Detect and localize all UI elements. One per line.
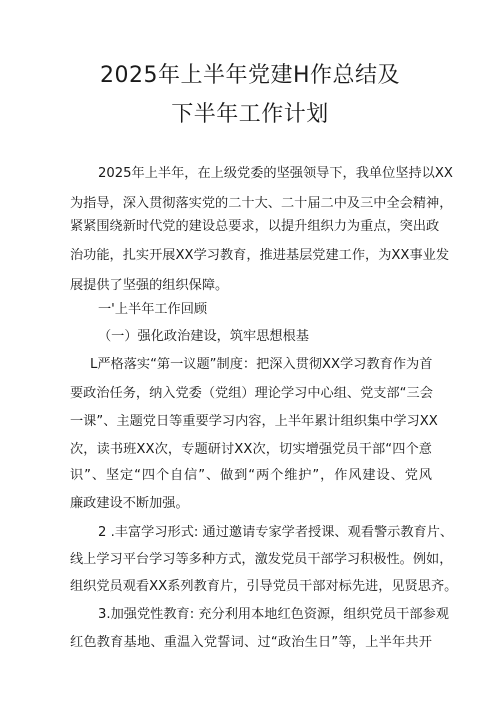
section-heading: 一'上半年工作回顾 [98, 302, 208, 317]
paragraph-line: 2025年上半年，在上级党委的坚强领导下，我单位坚持以XX [98, 166, 453, 181]
subsection-heading: （一）强化政治建设，筑牢思想根基 [98, 329, 309, 344]
paragraph-line: 3.加强党性教育: 充分利用本地红色资源，组织党员干部参观 [98, 607, 449, 622]
paragraph-line: 为指导，深入贯彻落实党的二十大、二十届二中及三中全会精神， [70, 196, 453, 211]
paragraph-line: 组织党员观看XX系列教育片，引导党员干部对标先进，见贤思齐。 [70, 579, 458, 594]
document-title-line1: 2025年上半年党建H作总结及 [99, 63, 401, 88]
paragraph-line: 治功能，扎实开展XX学习教育，推进基层党建工作，为XX事业发 [70, 248, 450, 263]
paragraph-line: 线上学习平台学习等多种方式，激发党员干部学习积极性。例如， [70, 552, 453, 567]
paragraph-line: 2 .丰富学习形式: 通过邀请专家学者授课、观看警示教育片、 [98, 525, 454, 540]
paragraph-line: 廉政建设不断加强。 [70, 496, 189, 511]
paragraph-line: 次，读书班XX次，专题研讨XX次，切实增强党员干部“四个意 [70, 442, 432, 457]
paragraph-line: 紧紧围绕新时代党的建设总要求，以提升组织力为重点，突出政 [70, 219, 440, 234]
paragraph-line: 识”、坚定“四个自信”、做到“两个维护”，作风建设、党风 [70, 468, 432, 483]
paragraph-line: 一课”、主题党日等重要学习内容，上半年累计组织集中学习XX [70, 414, 438, 429]
paragraph-line: 展提供了坚强的组织保障。 [70, 278, 229, 293]
paragraph-line: 要政治任务，纳入党委（党组）理论学习中心组、党支部“三会 [70, 386, 433, 401]
paragraph-line: 红色教育基地、重温入党誓词、过“政治生日”等，上半年共开 [70, 635, 432, 650]
paragraph-line: L严格落实“第一议题”制度：把深入贯彻XX学习教育作为首 [90, 357, 433, 372]
document-title-line2: 下半年工作计划 [171, 102, 329, 127]
